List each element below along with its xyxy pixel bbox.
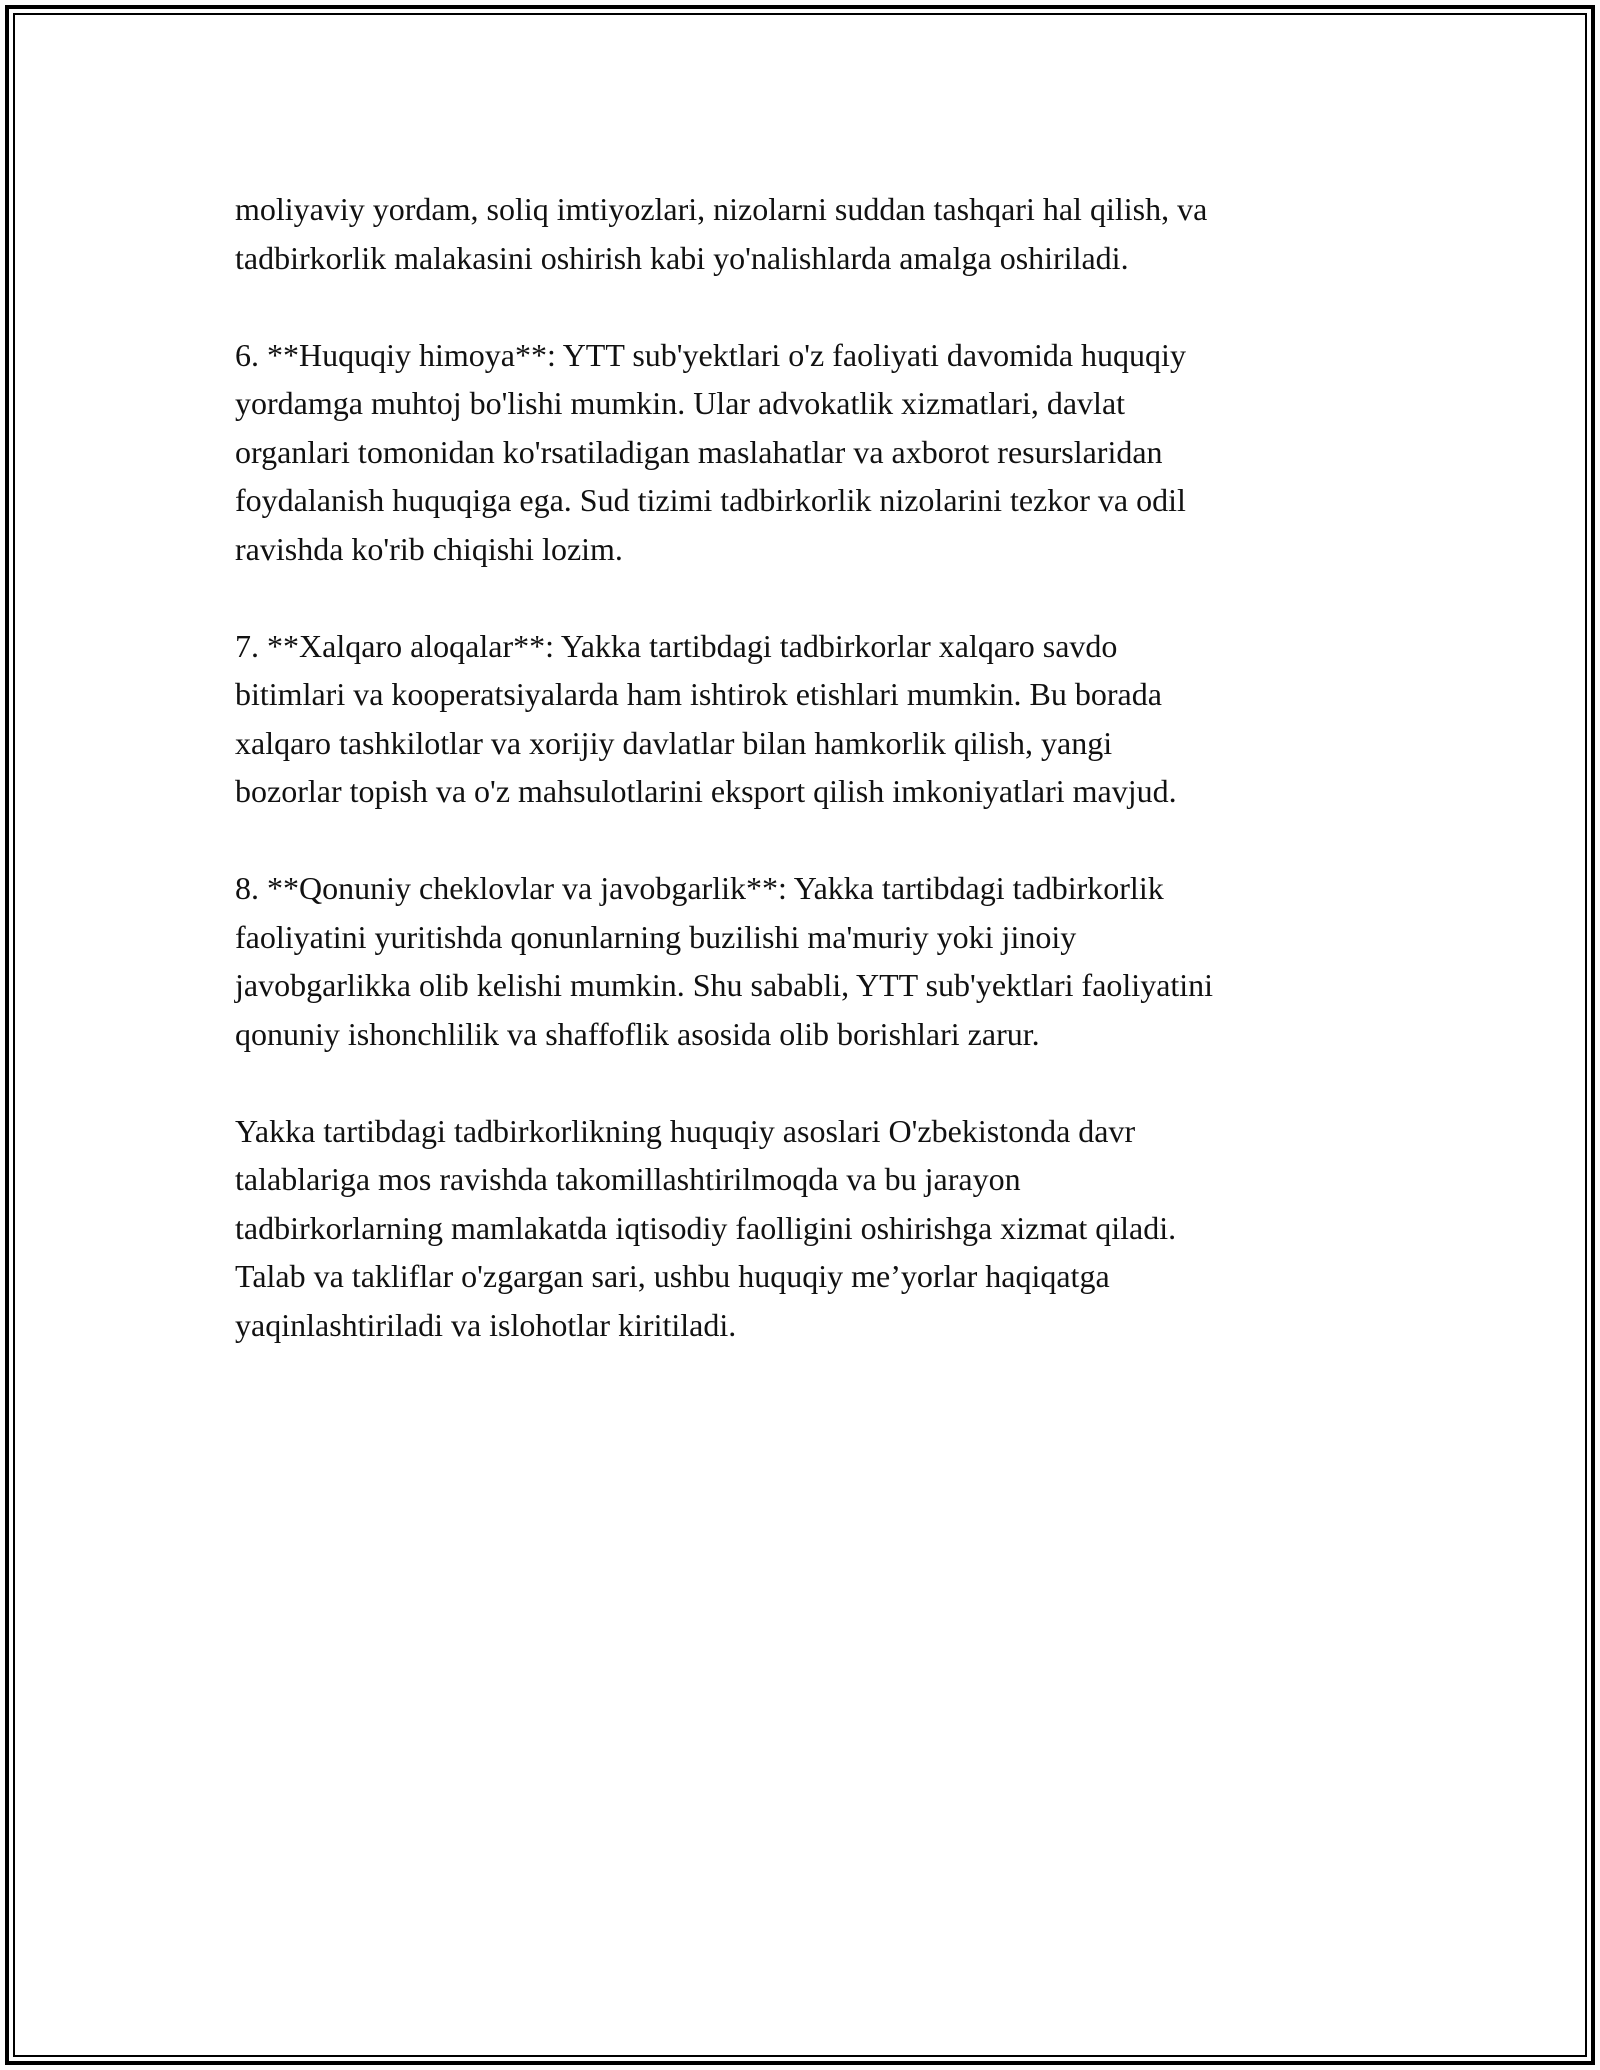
- text-line: ravishda ko'rib chiqishi lozim.: [235, 530, 623, 567]
- paragraph-item-8-legal-restrictions: [235, 864, 1395, 1058]
- document-body: [235, 185, 1395, 1349]
- text-line: bozorlar topish va o'z mahsulotlarini eksport qilish imkoniyatlari mavjud.: [235, 773, 1177, 809]
- text-line: Talab va takliflar o'zgargan sari, ushbu huquqiy me’yorlar haqiqatga: [235, 1258, 1110, 1294]
- text-line: qonuniy ishonchlilik va shaffoflik asosida olib borishlari zarur.: [235, 1015, 1040, 1052]
- text-line: faoliyatini yuritishda qonunlarning buzilishi ma'muriy yoki jinoiy: [235, 918, 1077, 955]
- text-line: yaqinlashtiriladi va islohotlar kiritiladi.: [235, 1306, 737, 1343]
- text-line: moliyaviy yordam, soliq imtiyozlari, nizolarni suddan tashqari hal qilish, va: [235, 191, 1208, 227]
- text-line: yordamga muhtoj bo'lishi mumkin. Ular advokatlik xizmatlari, davlat: [235, 385, 1126, 421]
- paragraph-conclusion: [235, 1107, 1395, 1350]
- text-line: 7. **Xalqaro aloqalar**: Yakka tartibdagi tadbirkorlar xalqaro savdo: [235, 627, 1118, 664]
- text-line: bitimlari va kooperatsiyalarda ham ishtirok etishlari mumkin. Bu borada: [235, 676, 1162, 712]
- paragraph-item-6-legal-protection: [235, 331, 1395, 574]
- text-line: Yakka tartibdagi tadbirkorlikning huquqiy asoslari O'zbekistonda davr: [235, 1112, 1136, 1149]
- text-line: organlari tomonidan ko'rsatiladigan maslahatlar va axborot resurslaridan: [235, 433, 1163, 470]
- paragraph-continuation: [235, 185, 1395, 282]
- text-line: tadbirkorlarning mamlakatda iqtisodiy faolligini oshirishga xizmat qiladi.: [235, 1209, 1177, 1246]
- text-line: 6. **Huquqiy himoya**: YTT sub'yektlari o'z faoliyati davomida huquqiy: [235, 336, 1186, 373]
- text-line: talablariga mos ravishda takomillashtirilmoqda va bu jarayon: [235, 1161, 1021, 1197]
- text-line: foydalanish huquqiga ega. Sud tizimi tadbirkorlik nizolarini tezkor va odil: [235, 482, 1186, 518]
- text-line: xalqaro tashkilotlar va xorijiy davlatlar bilan hamkorlik qilish, yangi: [235, 724, 1113, 761]
- text-line: javobgarlikka olib kelishi mumkin. Shu sababli, YTT sub'yektlari faoliyatini: [235, 967, 1214, 1003]
- text-line: 8. **Qonuniy cheklovlar va javobgarlik**: Yakka tartibdagi tadbirkorlik: [235, 870, 1164, 906]
- paragraph-item-7-international-relations: [235, 622, 1395, 816]
- text-line: tadbirkorlik malakasini oshirish kabi yo'nalishlarda amalga oshiriladi.: [235, 239, 1129, 276]
